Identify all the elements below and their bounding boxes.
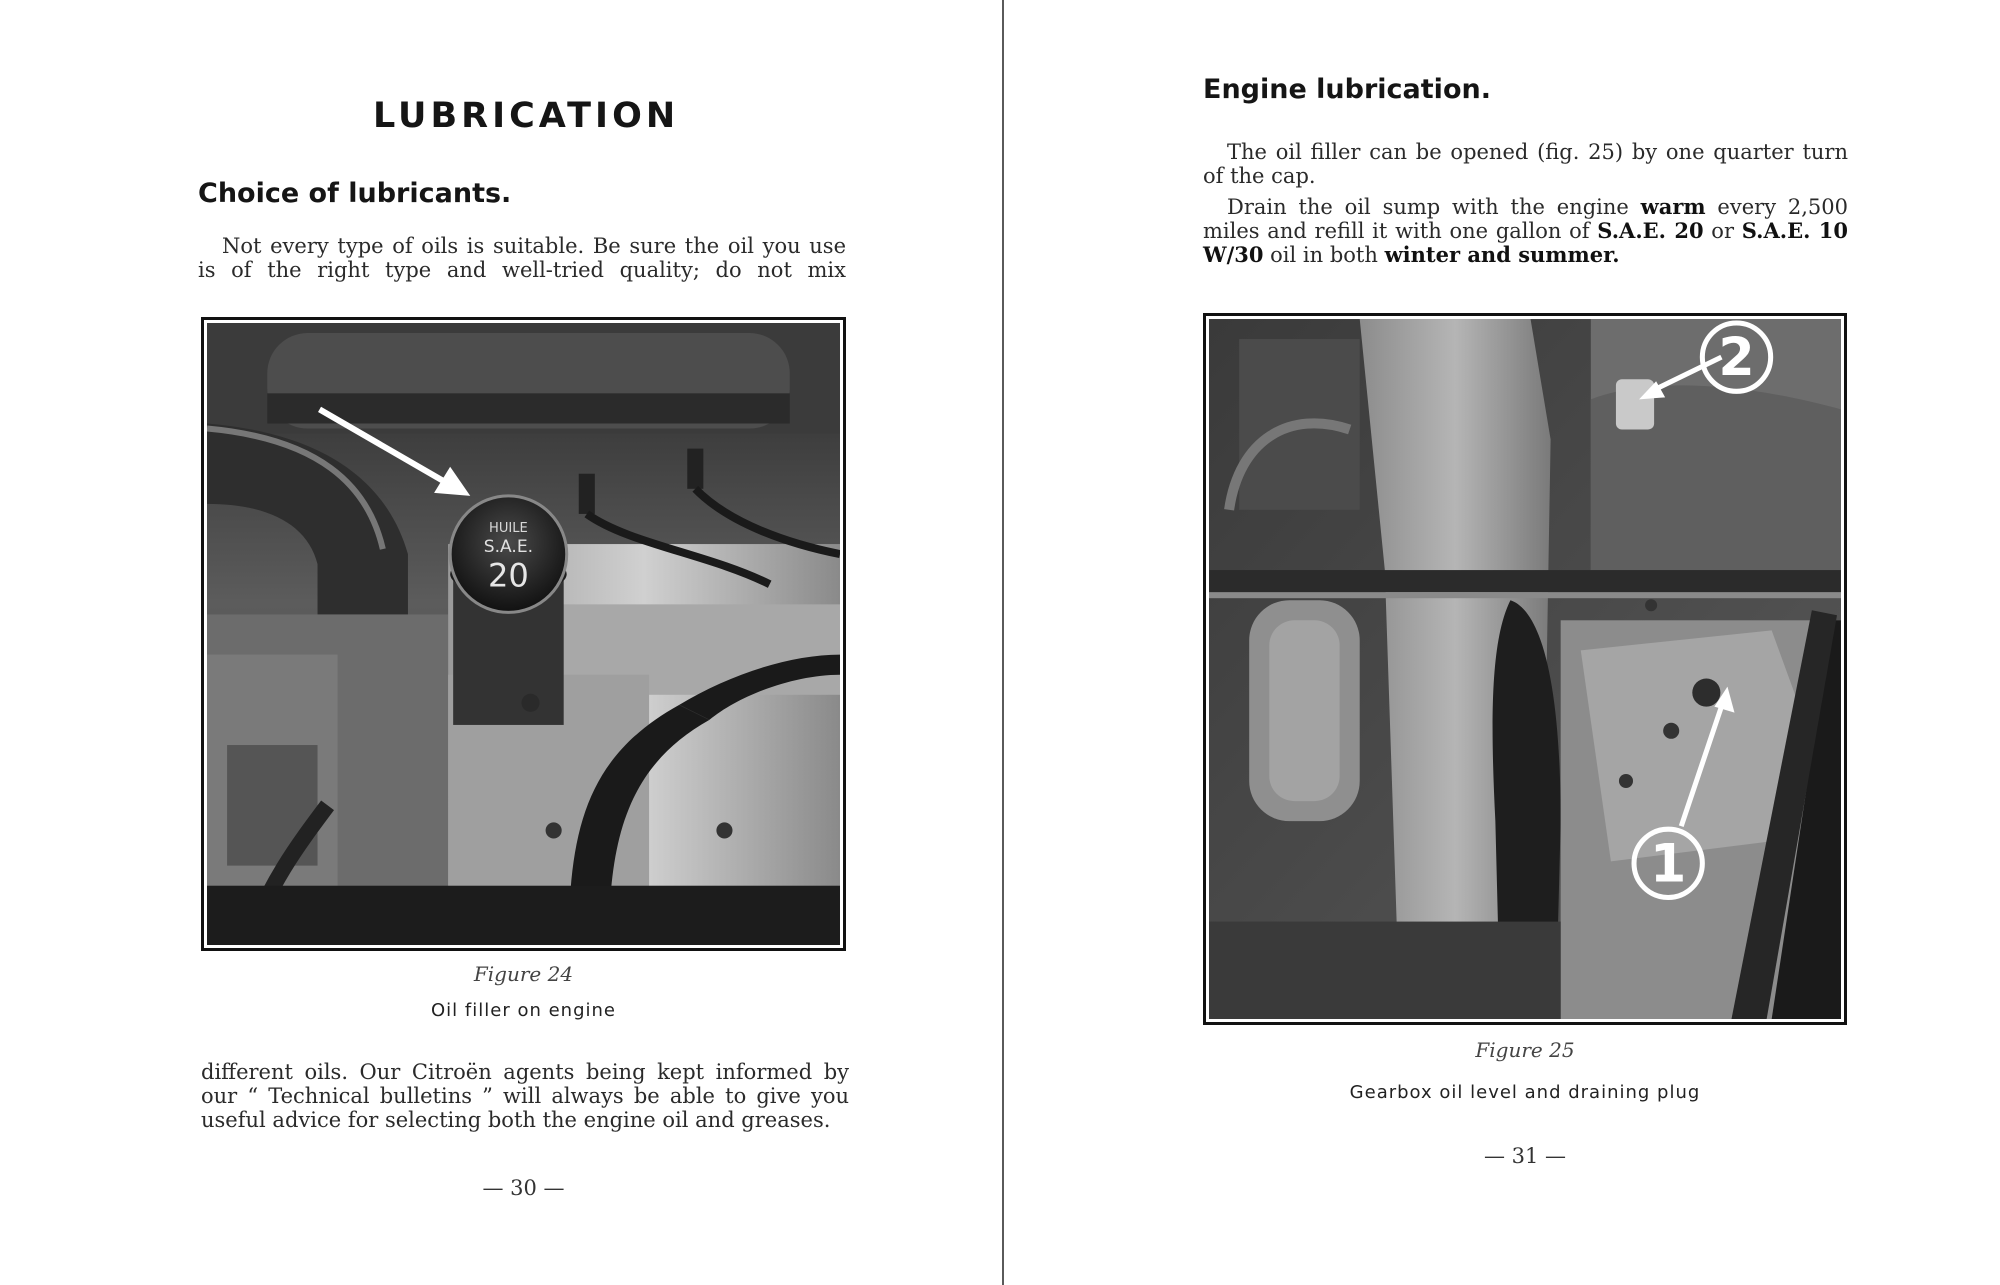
bold-run: winter and summer.: [1384, 242, 1620, 267]
text-run: oil in both: [1263, 243, 1385, 267]
callout-1-number: 1: [1650, 834, 1687, 895]
paragraph-text: different oils. Our Citroën agents being kept informed by our “ Technical bulletins ” will always be able to give you useful advice for selecting both the engine oil and greases.: [201, 1060, 849, 1132]
text-run: or: [1703, 219, 1742, 243]
cap-text-line-1: HUILE: [489, 521, 528, 537]
figure-24-label: Figure 24: [473, 962, 574, 986]
figure-24-photo: [201, 317, 846, 951]
section-title-engine-lubrication: Engine lubrication.: [1203, 74, 1491, 105]
paragraph-before-figure-24: [198, 234, 846, 282]
callout-2-number: 2: [1718, 328, 1755, 389]
paragraph-text: Not every type of oils is suitable. Be sure the oil you use is of the right type and well-tried quality; do not mix: [198, 234, 846, 282]
paragraph-drain-sump: [1203, 195, 1848, 267]
paragraph-oil-filler: The oil filler can be opened (fig. 25) by one quarter turn of the cap.: [1203, 140, 1848, 188]
page-number-31: — 31 —: [1483, 1144, 1567, 1168]
engine-oil-filler-photo: [207, 323, 840, 945]
chapter-title: LUBRICATION: [373, 96, 680, 136]
page-number-30: — 30 —: [482, 1176, 565, 1200]
gearbox-photo: [1209, 319, 1841, 1019]
cap-text-line-3: 20: [487, 556, 529, 595]
engine-lubrication-text: [1203, 140, 1848, 267]
bold-run: S.A.E. 10 W/30: [1203, 218, 1849, 267]
figure-25-caption: Gearbox oil level and draining plug: [1349, 1082, 1701, 1103]
section-title-choice-of-lubricants: Choice of lubricants.: [198, 178, 512, 209]
figure-25-photo: [1203, 313, 1847, 1025]
bold-run: warm: [1640, 194, 1706, 219]
cap-text-line-2: S.A.E.: [483, 537, 534, 558]
right-page: [1005, 0, 2000, 1285]
text-run: every 2,500 miles and refill it with one gallon of: [1203, 195, 1848, 243]
text-run: Drain the oil sump with the engine: [1227, 195, 1641, 219]
figure-25-label: Figure 25: [1475, 1038, 1575, 1062]
figure-24-caption: Oil filler on engine: [431, 1000, 616, 1021]
paragraph-after-figure-24: [201, 1060, 849, 1132]
bold-run: S.A.E. 20: [1597, 218, 1704, 243]
